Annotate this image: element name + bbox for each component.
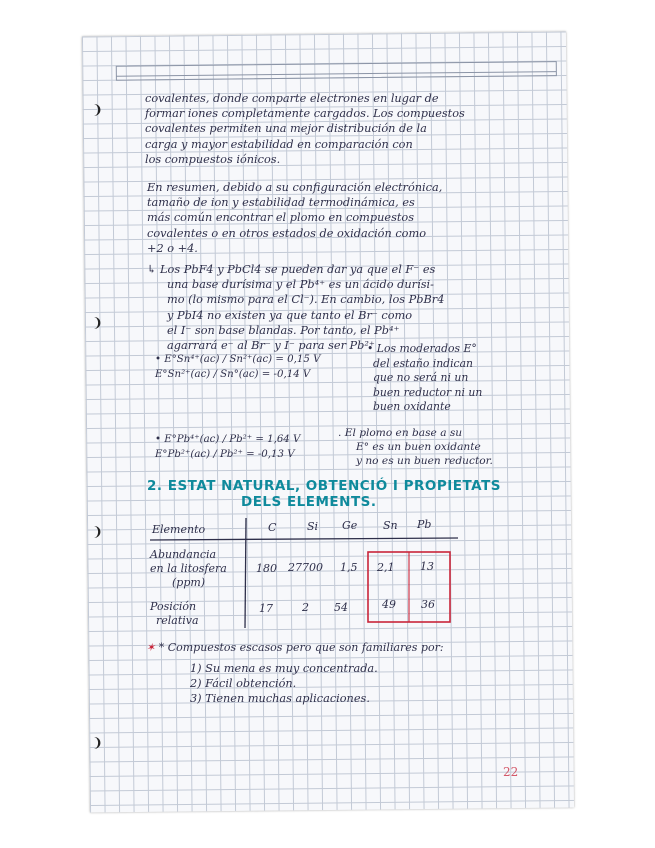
text-line: más común encontrar el plomo en compuestos [147,211,415,225]
text-line: del estaño indican [373,356,473,370]
table-cell: 2 [302,601,309,614]
row-label-abundance [150,548,227,590]
table-cell: 2,1 [377,561,395,574]
text-line: covalentes o en otros estados de oxidación como [147,226,426,240]
equation-line: E°Sn²⁺(ac) / Sn°(ac) = -0,14 V [155,369,311,381]
text-line: los compuestos iónicos. [145,152,281,166]
list-item: 1) Su mena es muy concentrada. [190,662,378,675]
table-cell: 13 [420,560,434,573]
text-line: que no será ni un [373,371,469,385]
page-number: 22 [503,765,519,779]
text-line: buen reductor ni un [373,385,483,399]
table-cell: 27700 [288,561,323,574]
text-line: relativa [156,614,199,627]
text-line: Abundancia [150,548,217,561]
table-header-element: Si [307,520,319,533]
text-line: covalentes permiten una mejor distribución de la [145,122,427,136]
binder-hole-icon: ❩ [92,525,103,540]
binder-hole-icon: ❩ [92,316,103,331]
table-header-label: Elemento [152,523,206,536]
text-line: carga y mayor estabilidad en comparación con [145,137,413,151]
equation-line: • E°Pb⁴⁺(ac) / Pb²⁺ = 1,64 V [155,434,301,445]
table-cell: 1,5 [340,561,358,574]
text-line: En resumen, debido a su configuración electrónica, [147,181,443,194]
row-label-position [150,600,199,628]
table-cell: 49 [382,598,396,611]
table-header-element: Sn [383,519,398,532]
text-line: E° es un buen oxidante [356,441,481,454]
table-header-element: C [268,521,277,534]
reasons-list [190,662,378,706]
table-cell: 180 [256,562,277,575]
table-header-element: Ge [342,519,358,532]
heading-line: DELS ELEMENTS. [241,494,377,510]
text-line: ↳ Los PbF4 y PbCl4 se pueden dar ya que el F⁻ es [147,263,436,276]
text-line: y no es un buen reductor. [356,455,493,468]
text-line: una base durísima y el Pb⁴⁺ es un ácido durísi- [167,278,434,292]
binder-hole-icon: ❩ [92,103,103,118]
text-line: tamaño de ion y estabilidad termodinámica, es [147,196,415,210]
text-line: buen oxidante [373,400,451,414]
equation-line: E°Pb²⁺(ac) / Pb²⁺ = -0,13 V [155,449,295,461]
text-line: agarrará e⁻ al Br⁻ y I⁻ para ser Pb²⁺ [167,339,375,353]
heading-line: 2. ESTAT NATURAL, OBTENCIÓ I PROPIETATS [147,478,502,494]
text-line: Posición [150,600,197,613]
text-line: en la litosfera [150,562,227,575]
list-item: 2) Fácil obtención. [190,676,297,690]
text-line: y PbI4 no existen ya que tanto el Br⁻ como [167,308,413,322]
table-header-element: Pb [417,518,432,531]
text-line: formar iones completamente cargados. Los compuestos [145,107,465,121]
text-line: • Los moderados E° [367,342,477,355]
text-line: el I⁻ son base blandas. Por tanto, el Pb⁴⁺ [167,323,400,337]
text-line: . El plomo en base a su [338,427,463,439]
text-line: * Compuestos escasos pero que son familiares por: [158,641,444,654]
list-item: 3) Tienen muchas aplicaciones. [190,691,370,705]
text-line: (ppm) [172,576,206,589]
star-note [146,640,444,655]
equation-line: • E°Sn⁴⁺(ac) / Sn²⁺(ac) = 0,15 V [155,354,321,365]
text-line: mo (lo mismo para el Cl⁻). En cambio, los PbBr4 [167,293,445,307]
table-cell: 17 [259,602,273,615]
table-cell: 54 [334,601,348,614]
text-line: +2 o +4. [147,241,198,255]
binder-hole-icon: ❩ [92,736,103,751]
text-line: covalentes, donde comparte electrones en lugar de [145,92,439,105]
table-cell: 36 [421,598,435,611]
star-bullet-icon: ✶ [146,641,156,654]
